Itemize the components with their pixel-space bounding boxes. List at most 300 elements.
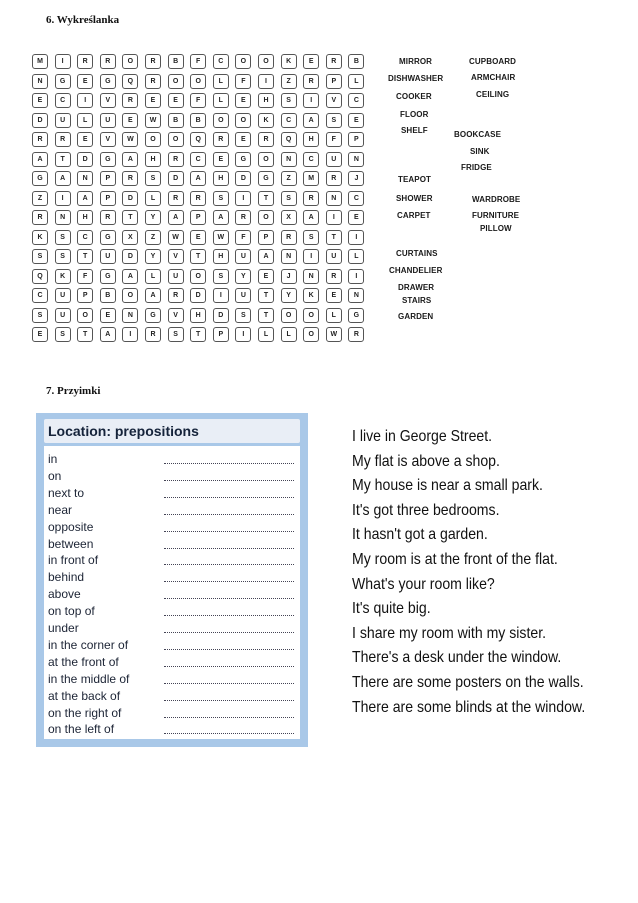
word-curtains: CURTAINS [396, 249, 438, 258]
grid-cell: Y [145, 210, 161, 225]
word-pillow: PILLOW [480, 224, 512, 233]
grid-cell: I [122, 327, 138, 342]
grid-cell: C [32, 288, 48, 303]
grid-cell: P [213, 327, 229, 342]
grid-cell: S [303, 230, 319, 245]
grid-cell: O [303, 327, 319, 342]
grid-cell: C [213, 54, 229, 69]
preposition-label: in the middle of [48, 671, 130, 686]
grid-cell: J [348, 171, 364, 186]
word-stairs: STAIRS [402, 296, 432, 305]
sentence-line: It's quite big. [352, 600, 431, 618]
grid-cell: E [77, 132, 93, 147]
grid-cell: E [100, 308, 116, 323]
word-garden: GARDEN [398, 312, 434, 321]
grid-cell: E [326, 288, 342, 303]
grid-cell: Q [122, 74, 138, 89]
grid-cell: O [168, 132, 184, 147]
grid-cell: N [55, 210, 71, 225]
grid-cell: A [100, 327, 116, 342]
grid-cell: I [348, 230, 364, 245]
grid-cell: I [326, 210, 342, 225]
grid-cell: E [235, 132, 251, 147]
grid-cell: R [32, 210, 48, 225]
grid-cell: E [303, 54, 319, 69]
grid-cell: D [122, 191, 138, 206]
grid-cell: E [235, 93, 251, 108]
grid-cell: U [326, 249, 342, 264]
grid-cell: O [235, 54, 251, 69]
grid-cell: I [77, 93, 93, 108]
preposition-label: in [48, 452, 58, 466]
grid-cell: N [122, 308, 138, 323]
word-cupboard: CUPBOARD [469, 57, 517, 66]
answer-blank [164, 553, 294, 565]
sentence-line: My room is at the front of the flat. [352, 551, 558, 568]
preposition-item [48, 689, 296, 705]
grid-cell: T [190, 327, 206, 342]
grid-cell: R [258, 132, 274, 147]
grid-cell: G [32, 171, 48, 186]
grid-cell: R [77, 54, 93, 69]
preposition-item [48, 672, 296, 688]
grid-cell: S [55, 230, 71, 245]
grid-cell: Z [281, 74, 297, 89]
grid-cell: F [326, 132, 342, 147]
answer-blank [164, 689, 294, 701]
grid-cell: O [303, 308, 319, 323]
grid-cell: L [213, 93, 229, 108]
grid-cell: K [281, 54, 297, 69]
preposition-item [48, 655, 296, 671]
preposition-label: above [48, 587, 81, 602]
grid-cell: S [326, 113, 342, 128]
grid-cell: Z [145, 230, 161, 245]
grid-cell: R [213, 132, 229, 147]
grid-cell: S [168, 327, 184, 342]
grid-cell: N [348, 288, 364, 303]
grid-cell: C [348, 93, 364, 108]
grid-cell: B [168, 113, 184, 128]
word-armchair: ARMCHAIR [471, 73, 516, 82]
grid-cell: E [122, 113, 138, 128]
grid-cell: D [122, 249, 138, 264]
preposition-label: on the left of [48, 722, 115, 737]
grid-cell: H [145, 152, 161, 167]
grid-cell: G [100, 152, 116, 167]
grid-cell: H [303, 132, 319, 147]
grid-cell: A [190, 171, 206, 186]
preposition-item [48, 604, 296, 620]
grid-cell: G [55, 74, 71, 89]
grid-cell: G [258, 171, 274, 186]
grid-cell: V [168, 308, 184, 323]
word-drawer: DRAWER [398, 283, 435, 292]
grid-cell: A [168, 210, 184, 225]
grid-cell: L [326, 308, 342, 323]
grid-cell: C [77, 230, 93, 245]
grid-cell: F [235, 74, 251, 89]
grid-cell: O [168, 74, 184, 89]
grid-cell: I [303, 249, 319, 264]
grid-cell: O [190, 269, 206, 284]
answer-blank [164, 672, 294, 684]
grid-cell: S [235, 308, 251, 323]
grid-cell: R [145, 327, 161, 342]
preposition-label: opposite [48, 519, 94, 534]
grid-cell: N [281, 152, 297, 167]
grid-cell: W [326, 327, 342, 342]
grid-cell: H [213, 249, 229, 264]
grid-cell: A [303, 210, 319, 225]
grid-cell: Y [281, 288, 297, 303]
grid-cell: O [213, 113, 229, 128]
grid-cell: U [55, 308, 71, 323]
grid-cell: A [213, 210, 229, 225]
grid-cell: O [258, 210, 274, 225]
grid-cell: L [145, 269, 161, 284]
grid-cell: R [348, 327, 364, 342]
grid-cell: N [348, 152, 364, 167]
sentence-line: My flat is above a shop. [352, 452, 500, 470]
answer-blank [164, 469, 294, 481]
grid-cell: U [326, 152, 342, 167]
grid-cell: R [55, 132, 71, 147]
grid-cell: T [258, 288, 274, 303]
grid-cell: H [258, 93, 274, 108]
word-dishwasher: DISHWASHER [388, 74, 444, 83]
grid-cell: G [235, 152, 251, 167]
grid-cell: B [168, 54, 184, 69]
sentence-line: I share my room with my sister. [352, 624, 547, 642]
grid-cell: S [213, 269, 229, 284]
preposition-label: in the corner of [48, 637, 129, 652]
grid-cell: P [190, 210, 206, 225]
grid-cell: R [168, 152, 184, 167]
grid-cell: Z [32, 191, 48, 206]
grid-cell: O [122, 288, 138, 303]
grid-cell: D [235, 171, 251, 186]
sentence-line: There's a desk under the window. [352, 649, 562, 667]
answer-blank [164, 452, 294, 464]
answer-blank [164, 587, 294, 599]
grid-cell: N [32, 74, 48, 89]
grid-cell: N [326, 191, 342, 206]
grid-cell: U [168, 269, 184, 284]
grid-cell: D [190, 288, 206, 303]
grid-cell: V [100, 132, 116, 147]
grid-cell: E [145, 93, 161, 108]
preposition-label: in front of [48, 553, 99, 568]
grid-cell: T [190, 249, 206, 264]
grid-cell: N [281, 249, 297, 264]
grid-cell: N [303, 269, 319, 284]
grid-cell: E [32, 93, 48, 108]
grid-cell: L [213, 74, 229, 89]
grid-cell: S [145, 171, 161, 186]
grid-cell: B [100, 288, 116, 303]
grid-cell: T [77, 249, 93, 264]
grid-cell: P [100, 171, 116, 186]
grid-cell: R [281, 230, 297, 245]
sentence-line: It hasn't got a garden. [352, 526, 488, 544]
grid-cell: S [32, 249, 48, 264]
grid-cell: O [281, 308, 297, 323]
word-teapot: TEAPOT [398, 175, 432, 184]
grid-cell: D [168, 171, 184, 186]
grid-cell: L [348, 249, 364, 264]
grid-cell: O [122, 54, 138, 69]
answer-blank [164, 503, 294, 515]
grid-cell: B [348, 54, 364, 69]
preposition-label: near [48, 502, 73, 517]
grid-cell: S [281, 191, 297, 206]
grid-cell: H [77, 210, 93, 225]
word-sink: SINK [470, 147, 490, 156]
grid-cell: S [55, 249, 71, 264]
grid-cell: T [326, 230, 342, 245]
preposition-item [48, 706, 296, 722]
grid-cell: I [55, 191, 71, 206]
word-shower: SHOWER [396, 194, 433, 203]
grid-cell: L [145, 191, 161, 206]
preposition-label: between [48, 536, 94, 551]
grid-cell: O [190, 74, 206, 89]
grid-cell: R [145, 54, 161, 69]
word-cooker: COOKER [396, 92, 432, 101]
sentence-line: What's your room like? [352, 575, 495, 593]
preposition-item [48, 486, 296, 502]
grid-cell: E [32, 327, 48, 342]
grid-cell: T [258, 308, 274, 323]
preposition-item [48, 469, 296, 485]
preposition-label: on [48, 468, 62, 483]
wordsearch-grid [28, 52, 382, 348]
grid-cell: X [281, 210, 297, 225]
grid-cell: R [326, 54, 342, 69]
grid-cell: T [77, 327, 93, 342]
grid-cell: T [122, 210, 138, 225]
preposition-label: under [48, 621, 79, 635]
grid-cell: Y [235, 269, 251, 284]
grid-cell: L [77, 113, 93, 128]
grid-cell: Y [145, 249, 161, 264]
grid-cell: A [32, 152, 48, 167]
grid-cell: A [122, 269, 138, 284]
grid-cell: C [55, 93, 71, 108]
grid-cell: H [213, 171, 229, 186]
preposition-label: next to [48, 485, 85, 500]
preposition-label: on top of [48, 604, 95, 619]
sentence-line: There are some blinds at the window. [352, 698, 586, 716]
word-furniture: FURNITURE [472, 211, 520, 220]
grid-cell: I [55, 54, 71, 69]
grid-cell: S [55, 327, 71, 342]
grid-cell: F [190, 93, 206, 108]
preposition-item [48, 537, 296, 553]
sentence-line: My house is near a small park. [352, 477, 543, 495]
grid-cell: R [145, 74, 161, 89]
grid-cell: W [145, 113, 161, 128]
grid-cell: R [303, 74, 319, 89]
grid-cell: S [281, 93, 297, 108]
grid-cell: N [77, 171, 93, 186]
grid-cell: I [303, 93, 319, 108]
sentence-line: There are some posters on the walls. [352, 674, 584, 691]
grid-cell: H [190, 308, 206, 323]
grid-cell: E [190, 230, 206, 245]
grid-cell: T [258, 191, 274, 206]
preposition-item [48, 570, 296, 586]
preposition-label: on the right of [48, 705, 122, 720]
grid-cell: I [235, 327, 251, 342]
grid-cell: R [326, 269, 342, 284]
grid-cell: I [213, 288, 229, 303]
answer-blank [164, 520, 294, 532]
grid-cell: R [32, 132, 48, 147]
grid-cell: R [100, 210, 116, 225]
grid-cell: K [55, 269, 71, 284]
grid-cell: G [348, 308, 364, 323]
word-ceiling: CEILING [476, 90, 510, 99]
grid-cell: I [235, 191, 251, 206]
grid-cell: V [168, 249, 184, 264]
grid-cell: R [122, 171, 138, 186]
grid-cell: D [32, 113, 48, 128]
section-6-heading: 6. Wykreślanka [46, 14, 120, 26]
grid-cell: G [145, 308, 161, 323]
grid-cell: F [235, 230, 251, 245]
grid-cell: R [168, 288, 184, 303]
grid-cell: L [281, 327, 297, 342]
word-floor: FLOOR [400, 110, 429, 119]
answer-blank [164, 537, 294, 549]
grid-cell: P [258, 230, 274, 245]
grid-cell: K [32, 230, 48, 245]
grid-cell: C [190, 152, 206, 167]
grid-cell: A [258, 249, 274, 264]
grid-cell: V [326, 93, 342, 108]
answer-blank [164, 722, 294, 734]
grid-cell: O [258, 54, 274, 69]
grid-cell: P [326, 74, 342, 89]
grid-cell: M [32, 54, 48, 69]
sentence-line: I live in George Street. [352, 428, 493, 445]
grid-cell: U [235, 288, 251, 303]
answer-blank [164, 604, 294, 616]
grid-cell: T [55, 152, 71, 167]
grid-cell: G [100, 74, 116, 89]
grid-cell: O [145, 132, 161, 147]
grid-cell: G [100, 269, 116, 284]
grid-cell: O [77, 308, 93, 323]
section-7-heading: 7. Przyimki [46, 385, 101, 397]
grid-cell: U [100, 113, 116, 128]
grid-cell: R [122, 93, 138, 108]
grid-cell: P [77, 288, 93, 303]
grid-cell: C [348, 191, 364, 206]
grid-cell: D [213, 308, 229, 323]
grid-cell: F [190, 54, 206, 69]
preposition-item [48, 638, 296, 654]
grid-cell: U [235, 249, 251, 264]
grid-cell: E [77, 74, 93, 89]
grid-cell: W [213, 230, 229, 245]
sentence-line: It's got three bedrooms. [352, 501, 500, 519]
grid-cell: I [348, 269, 364, 284]
word-chandelier: CHANDELIER [389, 266, 443, 275]
grid-cell: B [190, 113, 206, 128]
preposition-item [48, 452, 296, 468]
word-shelf: SHELF [401, 126, 428, 135]
grid-cell: P [100, 191, 116, 206]
grid-cell: S [213, 191, 229, 206]
grid-cell: R [168, 191, 184, 206]
grid-cell: Q [190, 132, 206, 147]
grid-cell: G [100, 230, 116, 245]
grid-cell: R [190, 191, 206, 206]
prepositions-box [36, 413, 308, 747]
grid-cell: K [258, 113, 274, 128]
grid-cell: O [258, 152, 274, 167]
grid-cell: S [32, 308, 48, 323]
grid-cell: A [145, 288, 161, 303]
answer-blank [164, 706, 294, 718]
word-bookcase: BOOKCASE [454, 130, 502, 139]
word-fridge: FRIDGE [461, 163, 492, 172]
answer-blank [164, 638, 294, 650]
answer-blank [164, 655, 294, 667]
preposition-label: at the back of [48, 688, 121, 703]
grid-cell: Q [32, 269, 48, 284]
grid-cell: A [122, 152, 138, 167]
grid-cell: A [303, 113, 319, 128]
word-wardrobe: WARDROBE [472, 195, 521, 204]
prepositions-list [44, 446, 300, 739]
grid-cell: W [168, 230, 184, 245]
word-mirror: MIRROR [399, 57, 433, 66]
preposition-item [48, 621, 296, 637]
grid-cell: E [213, 152, 229, 167]
grid-cell: R [303, 191, 319, 206]
grid-cell: M [303, 171, 319, 186]
grid-cell: K [303, 288, 319, 303]
grid-cell: E [348, 210, 364, 225]
grid-cell: E [168, 93, 184, 108]
grid-cell: D [77, 152, 93, 167]
preposition-label: behind [48, 570, 85, 585]
grid-cell: E [258, 269, 274, 284]
grid-cell: L [348, 74, 364, 89]
grid-cell: A [55, 171, 71, 186]
preposition-item [48, 503, 296, 519]
answer-blank [164, 486, 294, 498]
preposition-item [48, 553, 296, 569]
grid-cell: R [100, 54, 116, 69]
answer-blank [164, 570, 294, 582]
grid-cell: R [326, 171, 342, 186]
grid-cell: W [122, 132, 138, 147]
grid-cell: R [235, 210, 251, 225]
grid-cell: J [281, 269, 297, 284]
grid-cell: C [281, 113, 297, 128]
grid-cell: L [258, 327, 274, 342]
grid-cell: U [55, 288, 71, 303]
grid-cell: A [77, 191, 93, 206]
grid-cell: F [77, 269, 93, 284]
grid-cell: Q [281, 132, 297, 147]
grid-cell: U [55, 113, 71, 128]
